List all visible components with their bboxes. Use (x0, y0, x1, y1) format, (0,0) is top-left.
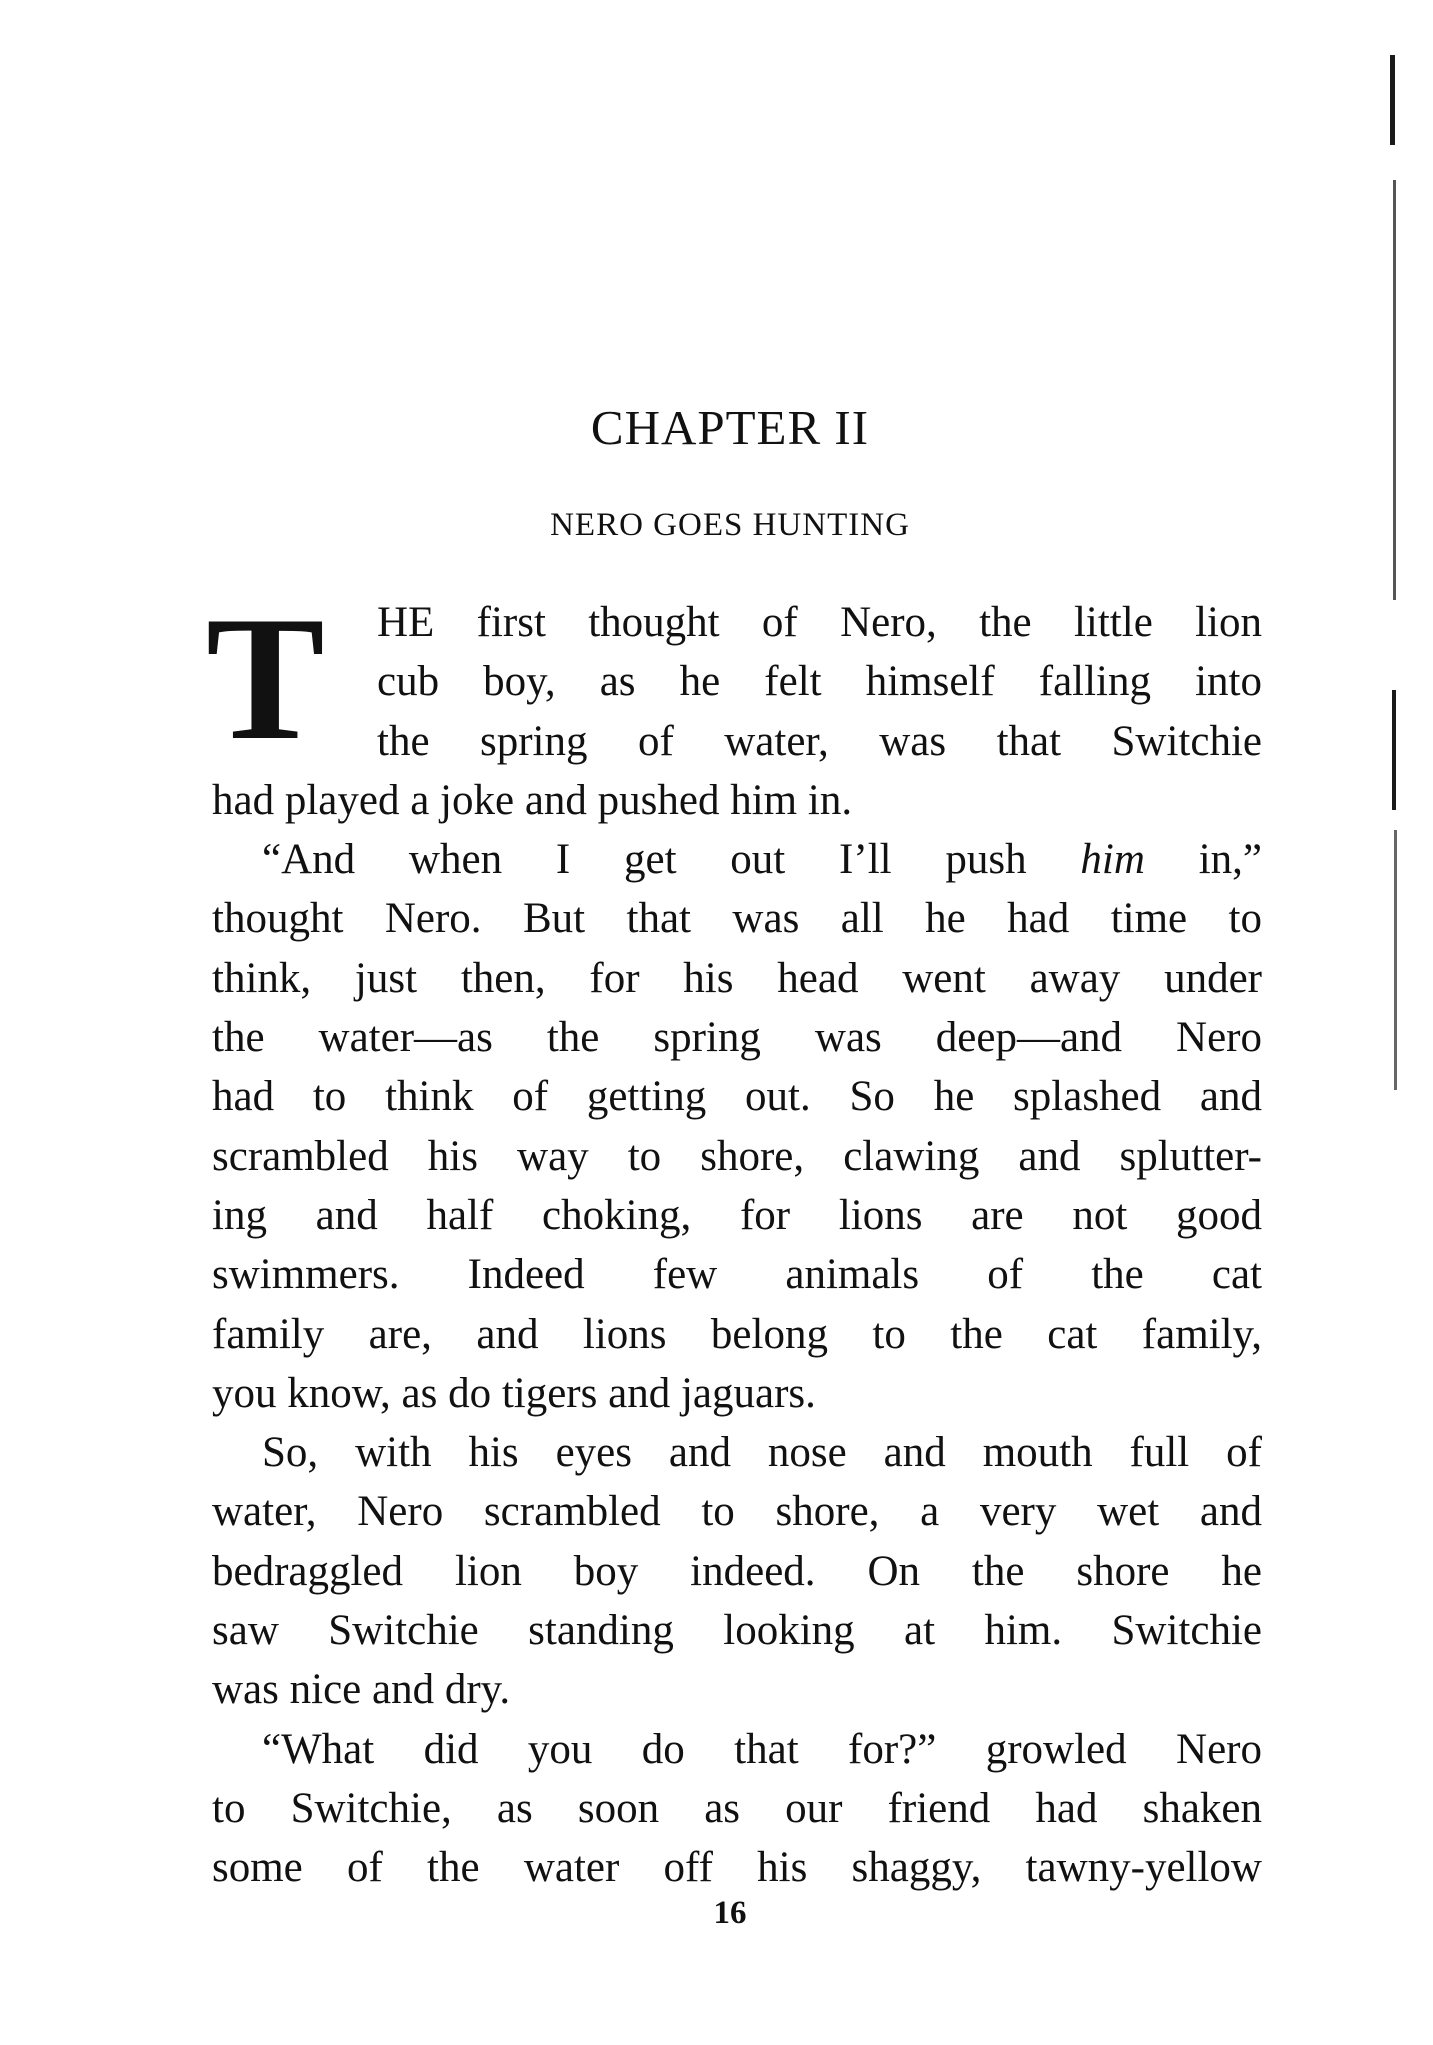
text-line: was nice and dry. (212, 1666, 511, 1714)
text-line: cub boy, as he felt himself falling into (377, 658, 1262, 706)
text-line: water, Nero scrambled to shore, a very wet and (212, 1488, 1262, 1536)
text-line: scrambled his way to shore, clawing and splutter- (212, 1132, 1262, 1180)
scan-edge-mark (1393, 180, 1396, 600)
text-line: had played a joke and pushed him in. (212, 776, 853, 824)
text-line: the water—as the spring was deep—and Nero (212, 1014, 1262, 1062)
text-line (212, 830, 1262, 889)
text-line: had to think of getting out. So he splashed and (212, 1073, 1262, 1121)
scan-edge-mark (1392, 690, 1396, 810)
text-line: “What did you do that for?” growled Nero (262, 1725, 1262, 1773)
text-line: family are, and lions belong to the cat family, (212, 1310, 1262, 1358)
page-number: 16 (713, 1895, 747, 1931)
scan-edge-mark (1394, 830, 1397, 1090)
body-text (206, 579, 1262, 1898)
text-line: swimmers. Indeed few animals of the cat (212, 1251, 1262, 1299)
chapter-title: CHAPTER II (590, 400, 870, 455)
text-line: think, just then, for his head went away under (212, 954, 1262, 1002)
text-segment: in,” (1144, 836, 1262, 884)
text-line: to Switchie, as soon as our friend had shaken (212, 1784, 1262, 1832)
text-line: some of the water off his shaggy, tawny-yellow (212, 1844, 1262, 1892)
text-line: you know, as do tigers and jaguars. (212, 1369, 816, 1417)
scan-edge-mark (1390, 55, 1395, 145)
drop-cap: T (206, 579, 325, 777)
text-segment: “And when I get out I’ll push (262, 836, 1081, 884)
italic-text: him (1080, 836, 1145, 884)
text-line: HE first thought of Nero, the little lion (377, 599, 1262, 646)
text-line: thought Nero. But that was all he had time to (212, 895, 1262, 943)
chapter-subtitle: NERO GOES HUNTING (550, 507, 910, 543)
text-line: So, with his eyes and nose and mouth full of (262, 1429, 1262, 1477)
text-line: saw Switchie standing looking at him. Switchie (212, 1607, 1262, 1655)
text-line: bedraggled lion boy indeed. On the shore he (212, 1547, 1262, 1595)
text-line: ing and half choking, for lions are not good (212, 1191, 1262, 1239)
text-line: the spring of water, was that Switchie (377, 717, 1262, 765)
